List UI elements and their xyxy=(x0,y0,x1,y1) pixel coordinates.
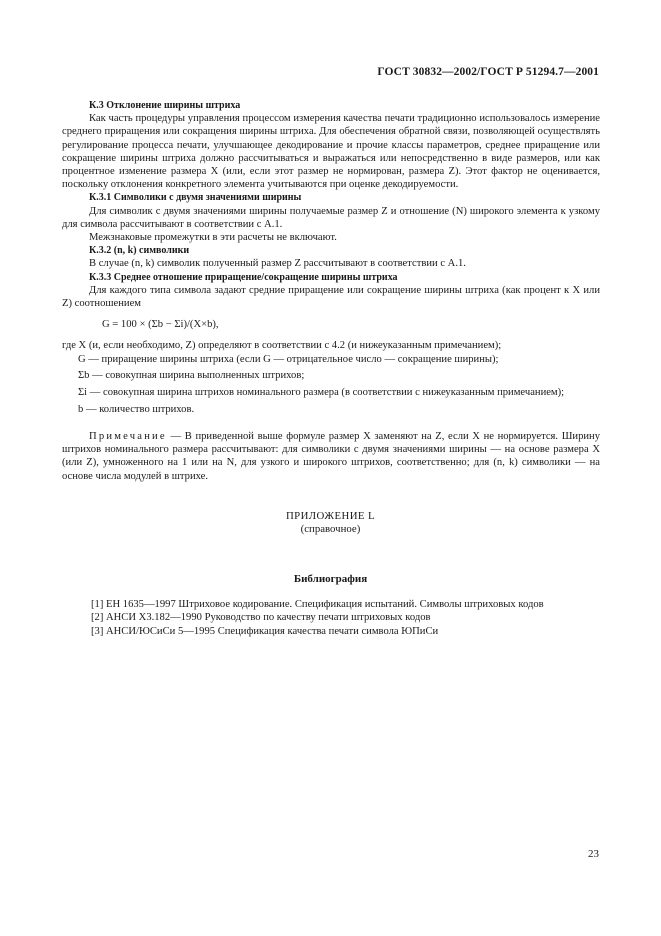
note-text: — В приведенной выше формуле размер X заменяют на Z, если X не нормируется. Ширину штрихов номинального размера рассчитывают: для символики с двумя значениями ширины — на основе размера X (или Z), умноженного на 1 или на N, для узкого и широкого штрихов, соответственно; для (n, k) символики — на основе числа модулей в штрихе. xyxy=(62,430,600,482)
section-heading-k3: К.3 Отклонение ширины штриха xyxy=(89,100,241,111)
section-heading-k32: К.3.2 (n, k) символики xyxy=(89,245,190,257)
paragraph-k3-intro: Как часть процедуры управления процессом измерения качества печати традиционно использовалось измерение среднего приращения или сокращения ширины штриха. Для обеспечения обратной связи, позволяющей осуществлять регулирование процесса печати, улучшающее декодирование и прочие классы параметров, среднее приращение или сокращение ширины штриха должно рассчитываться и выражаться или непосредственно в виде размеров, или как процентное изменение размера X (или, если этот размер не нормирован, размера Z). Этот фактор не оценивается, поскольку отклонения конкретного элемента учитываются при оценке декодируемости. xyxy=(62,113,600,191)
document-header: ГОСТ 30832—2002/ГОСТ Р 51294.7—2001 xyxy=(377,66,599,78)
paragraph-k31-2: Межзнаковые промежутки в эти расчеты не включают. xyxy=(89,232,337,244)
page-number: 23 xyxy=(588,848,599,860)
bibliography-entry: [3] АНСИ/ЮСиСи 5—1995 Спецификация качества печати символа ЮПиСи xyxy=(91,625,439,637)
appendix-title: ПРИЛОЖЕНИЕ L xyxy=(285,510,375,522)
section-heading-k33: К.3.3 Среднее отношение приращение/сокращение ширины штриха xyxy=(89,271,398,283)
definition-sigma-b: Σb — совокупная ширина выполненных штрихов; xyxy=(78,370,305,382)
paragraph-k33: Для каждого типа символа задают средние приращение или сокращение ширины штриха (как процент к X или Z) соотношением xyxy=(62,284,600,310)
note-label: Примечание xyxy=(89,430,167,442)
definition-sigma-i: Σi — совокупная ширина штрихов номинального размера (в соответствии с нижеуказанным примечанием); xyxy=(78,387,565,399)
definition-b: b — количество штрихов. xyxy=(78,403,195,415)
definition-g: G — приращение ширины штриха (если G — отрицательное число — сокращение ширины); xyxy=(78,353,499,365)
appendix-subtitle: (справочное) xyxy=(300,523,361,535)
formula-where-line: где X (и, если необходимо, Z) определяют в соответствии с 4.2 (и нижеуказанным примечанием); xyxy=(62,340,502,352)
appendix-heading xyxy=(0,510,661,536)
bibliography-entry: [2] АНСИ Х3.182—1990 Руководство по качеству печати штриховых кодов xyxy=(91,612,431,624)
section-heading-k31: К.3.1 Символики с двумя значениями ширины xyxy=(89,192,302,204)
paragraph-k32: В случае (n, k) символик полученный размер Z рассчитывают в соответствии с А.1. xyxy=(89,258,466,270)
bibliography-entry: [1] ЕН 1635—1997 Штриховое кодирование. Спецификация испытаний. Символы штриховых кодов xyxy=(91,599,544,610)
formula: G = 100 × (Σb − Σi)/(X×b), xyxy=(102,319,219,331)
paragraph-k31-1: Для символик с двумя значениями ширины получаемые размер Z и отношение (N) широкого элемента к узкому для символа рассчитывают в соответствии с А.1. xyxy=(62,205,600,230)
bibliography-list xyxy=(91,598,611,638)
note-paragraph xyxy=(62,430,600,483)
bibliography-title: Библиография xyxy=(293,573,368,585)
main-text xyxy=(62,99,600,483)
